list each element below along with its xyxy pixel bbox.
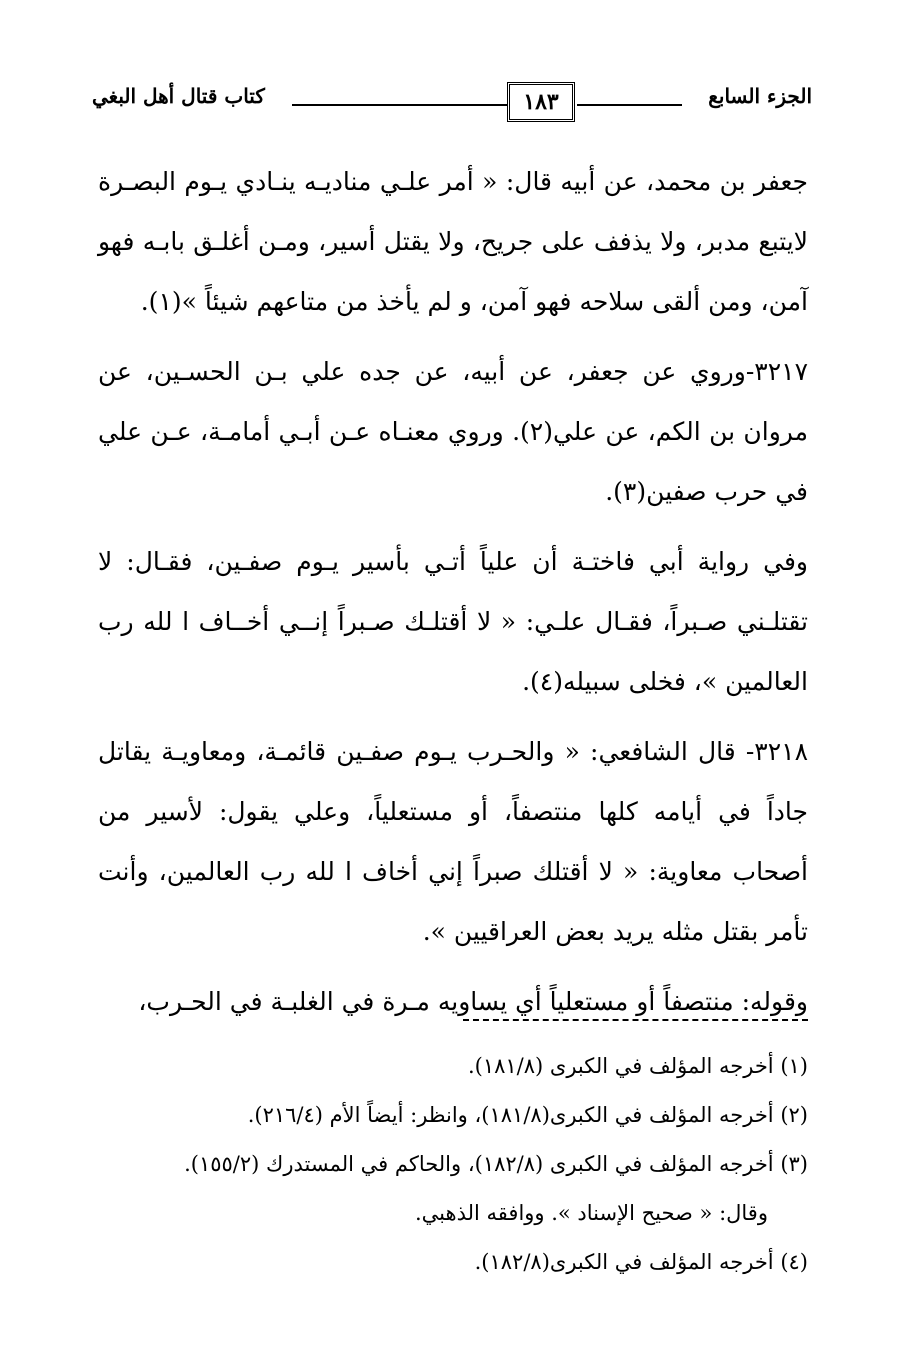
footnote-continuation: وقال: « صحيح الإسناد ». ووافقه الذهبي. bbox=[415, 1201, 768, 1225]
footnote: (١) أخرجه المؤلف في الكبرى (١٨١/٨). bbox=[467, 1054, 808, 1078]
volume-label: الجزء السابع bbox=[708, 84, 812, 108]
paragraph: جعفر بن محمد، عن أبيه قال: « أمر علـي مناديـه ينـادي يـوم البصـرة لايتبع مدبر، ولا يذفف على جريح، ولا يقتل أسير، ومـن أغلـق بابـه فهو آمن، ومن ألقى سلاحه فهو آمن، و لم يأخذ من متاعهم شيئاً »(١). bbox=[98, 167, 808, 316]
running-header bbox=[92, 76, 812, 128]
header-rule-right bbox=[577, 104, 682, 106]
main-text bbox=[98, 152, 808, 1032]
paragraph: ٣٢١٨- قال الشافعي: « والحـرب يـوم صفـين قائمـة، ومعاويـة يقاتل جاداً في أيامه كلها منتصفاً، أو مستعلياً، وعلي يقول: لأسير من أصحاب معاوية: « لا أقتلك صبراً إني أخاف ا لله رب العالمين، وأنت تأمر بقتل مثله يريد بعض العراقيين ». bbox=[98, 737, 808, 946]
footnote: (٤) أخرجه المؤلف في الكبرى(١٨٢/٨). bbox=[474, 1250, 808, 1274]
paragraph: وفي رواية أبي فاختـة أن علياً أتـي بأسير يـوم صفـين، فقـال: لا تقتلـني صـبراً، فقـال علـي: « لا أقتلـك صـبراً إنــي أخــاف ا لله رب العالمين »، فخلى سبيله(٤). bbox=[98, 547, 808, 696]
footnote: (٢) أخرجه المؤلف في الكبرى(١٨١/٨)، وانظر: أيضاً الأم (٢١٦/٤). bbox=[247, 1103, 808, 1127]
book-title: كتاب قتال أهل البغي bbox=[92, 84, 265, 108]
footnotes bbox=[98, 1042, 808, 1287]
header-rule-left bbox=[292, 104, 507, 106]
footnote-separator bbox=[463, 1019, 808, 1021]
footnote: (٣) أخرجه المؤلف في الكبرى (١٨٢/٨)، والحاكم في المستدرك (١٥٥/٢). bbox=[184, 1152, 808, 1176]
paragraph: وقوله: منتصفاً أو مستعلياً أي يساويه مـرة في الغلبـة في الحـرب، bbox=[138, 987, 808, 1016]
page-number: ١٨٣ bbox=[507, 82, 575, 122]
paragraph: ٣٢١٧-وروي عن جعفر، عن أبيه، عن جده علي بـن الحسـين، عن مروان بن الكم، عن علي(٢). وروي معنـاه عـن أبـي أمامـة، عـن علي في حرب صفين(٣). bbox=[98, 357, 808, 506]
